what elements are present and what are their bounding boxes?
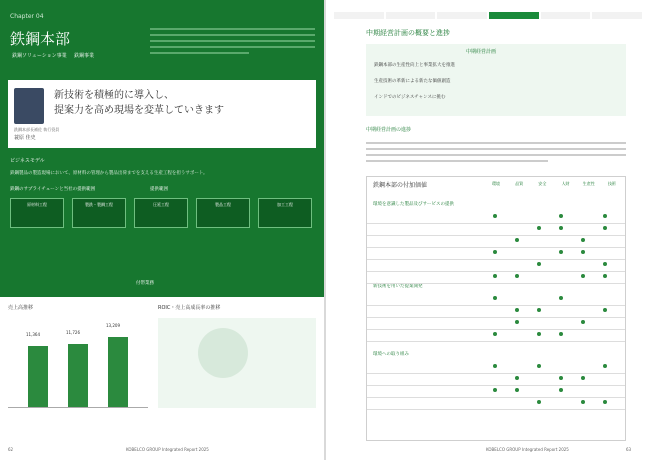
check-dot (603, 262, 607, 266)
check-dot (537, 262, 541, 266)
check-dot (559, 226, 563, 230)
table-row (367, 235, 625, 236)
roic-title: ROIC・売上高成長率の推移 (158, 305, 221, 311)
table-row (367, 373, 625, 374)
check-dot (559, 388, 563, 392)
col-header: 品質 (515, 181, 524, 186)
table-row (367, 409, 625, 410)
bullet-3: インドでのビジネスチャンスに挑む (374, 95, 446, 100)
check-dot (537, 308, 541, 312)
check-dot (559, 296, 563, 300)
sales-bar-label: 11,364 (26, 332, 40, 338)
check-dot (581, 400, 585, 404)
table-row (367, 259, 625, 260)
section-b: 新技術を用いた提案開発 (373, 284, 423, 289)
plan-title: 中期経営計画の概要と進捗 (366, 29, 450, 37)
check-dot (559, 376, 563, 380)
table-row (367, 329, 625, 330)
col-header: 人財 (561, 181, 570, 186)
check-dot (537, 400, 541, 404)
col-header: 安全 (538, 181, 547, 186)
check-dot (493, 274, 497, 278)
exec-photo (14, 88, 44, 124)
page-number-right: 63 (626, 447, 632, 452)
supply-step: 製鉄・製鋼工程 (72, 198, 126, 228)
check-dot (515, 308, 519, 312)
check-dot (559, 332, 563, 336)
check-dot (493, 250, 497, 254)
progress-title: 中期経営計画の進捗 (366, 127, 412, 133)
right-page (326, 0, 650, 460)
table-row (367, 385, 625, 386)
check-dot (603, 214, 607, 218)
check-dot (581, 320, 585, 324)
left-page (0, 0, 324, 460)
supply-step: 原材料工程 (10, 198, 64, 228)
tab-6[interactable] (592, 12, 642, 19)
exec-role: 鉄鋼本部長補佐 執行役員 (14, 127, 60, 132)
check-dot (515, 376, 519, 380)
check-dot (493, 214, 497, 218)
plan-box (366, 44, 626, 116)
table-row (367, 317, 625, 318)
check-dot (559, 214, 563, 218)
section-c: 環境への取り組み (373, 352, 409, 357)
value-title: 鉄鋼本部の付加価値 (373, 182, 428, 189)
dept-subtitle: 鉄鋼ソリューション事業 (12, 53, 67, 59)
check-dot (537, 364, 541, 368)
section-a: 環境を意識した製品及びサービスの提供 (373, 202, 454, 207)
col-headers (487, 181, 621, 195)
check-dot (537, 332, 541, 336)
check-dot (603, 308, 607, 312)
tab-5[interactable] (541, 12, 591, 19)
dept-title: 鉄鋼本部 (10, 30, 71, 48)
tab-1[interactable] (334, 12, 384, 19)
check-dot (559, 250, 563, 254)
col-header: 環境 (492, 181, 500, 186)
exec-name: 蓑原 佳史 (14, 135, 36, 141)
bullet-2: 生産技術の革新による新たな価値創造 (374, 79, 451, 84)
supply-range: 提供範囲 (150, 187, 168, 192)
check-dot (515, 238, 519, 242)
check-dot (603, 274, 607, 278)
check-dot (581, 376, 585, 380)
sales-title: 売上高推移 (8, 305, 34, 311)
supply-chain-title: 鉄鋼のサプライチェーンと当社の提供範囲 (10, 187, 96, 192)
check-dot (581, 250, 585, 254)
value-table (366, 176, 626, 441)
check-dot (515, 274, 519, 278)
table-row (367, 271, 625, 272)
quote-card (8, 80, 316, 148)
table-row (367, 247, 625, 248)
chapter-label: Chapter 04 (10, 13, 44, 20)
col-header: 生産性 (582, 181, 595, 186)
sales-bar (28, 346, 48, 407)
progress-text (366, 138, 626, 170)
sales-bar (68, 344, 88, 407)
table-row (367, 397, 625, 398)
roic-chart (158, 318, 316, 408)
quote-text: 新技術を積極的に導入し、 提案力を高め現場を変革していきます (54, 90, 224, 116)
check-dot (581, 238, 585, 242)
supply-step: 製品工程 (196, 198, 250, 228)
check-dot (515, 388, 519, 392)
footer-left: KOBELCO GROUP Integrated Report 2025 (126, 447, 209, 452)
check-dot (581, 274, 585, 278)
check-dot (603, 226, 607, 230)
footer-right: KOBELCO GROUP Integrated Report 2025 (486, 447, 569, 452)
sales-bar-label: 13,209 (106, 322, 120, 328)
dept-subtitle2: 鉄鋼事業 (74, 53, 95, 59)
table-row (367, 223, 625, 224)
check-dot (515, 320, 519, 324)
check-dot (493, 388, 497, 392)
check-dot (603, 364, 607, 368)
check-dot (493, 296, 497, 300)
supply-step: 圧延工程 (134, 198, 188, 228)
roic-circle (198, 328, 248, 378)
table-row (367, 283, 625, 284)
sales-bar (108, 337, 128, 407)
col-header: 技術 (607, 181, 616, 186)
table-row (367, 305, 625, 306)
check-dot (493, 364, 497, 368)
sales-chart (8, 318, 148, 408)
biz-model-text: 鉄鋼製品の製造現場において、原材料の管理から製品出荷までを支える生産工程を担うサポート。 (10, 171, 208, 176)
supply-step: 加工工程 (258, 198, 312, 228)
bottom-label: 付帯業務 (136, 281, 154, 286)
bullet-1: 鉄鋼本部の生産性向上と事業拡大を推進 (374, 63, 455, 68)
tab-bar (334, 12, 642, 19)
tab-2[interactable] (386, 12, 436, 19)
intro-text (150, 24, 315, 72)
table-row (367, 341, 625, 342)
steps-row (10, 198, 314, 248)
check-dot (537, 226, 541, 230)
plan-strategy: 中期経営計画 (466, 49, 497, 55)
check-dot (603, 400, 607, 404)
sales-bar-label: 11,726 (66, 330, 80, 336)
biz-model-label: ビジネスモデル (10, 158, 45, 164)
tab-3[interactable] (437, 12, 487, 19)
tab-active[interactable] (489, 12, 539, 19)
check-dot (493, 332, 497, 336)
page-number-left: 62 (8, 447, 14, 452)
